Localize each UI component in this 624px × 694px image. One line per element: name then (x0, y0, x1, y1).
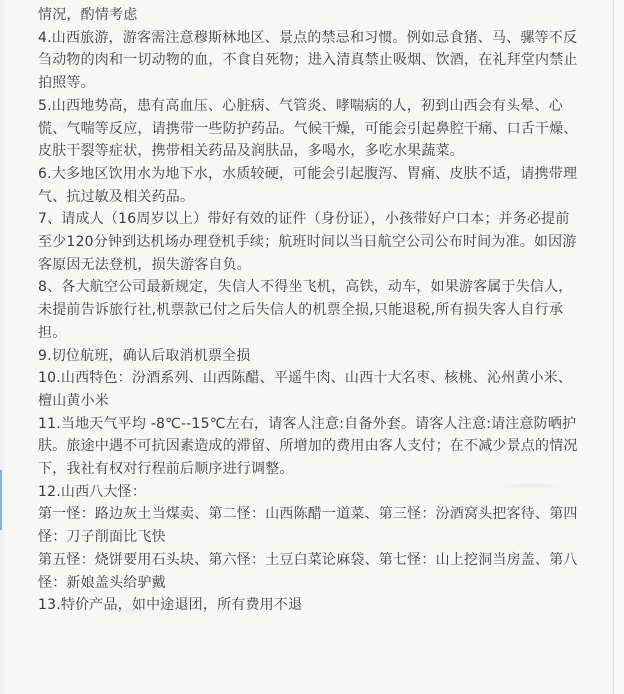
text-line: 6.大多地区饮用水为地下水，水质较硬，可能会引起腹泻、胃痛、皮肤不适，请携带理 (38, 165, 578, 182)
text-line: 13.特价产品，如中途退团，所有费用不退 (38, 597, 303, 614)
text-line: 慌、气喘等反应，请携带一些防护药品。气候干燥，可能会引起鼻腔干痛、口舌干燥、 (38, 120, 578, 137)
text-line: 皮肤干裂等症状，携带相关药品及润肤品，多喝水，多吃水果蔬菜。 (38, 143, 464, 160)
text-line: 4.山西旅游，游客需注意穆斯林地区、景点的禁忌和习惯。例如忌食猪、马、骡等不反 (38, 29, 578, 46)
left-blue-marker (0, 470, 2, 530)
text-line: 檀山黄小米 (38, 392, 109, 409)
text-line: 9.切位航班，确认后取消机票全损 (38, 347, 251, 364)
text-line: 怪：刀子削面比飞快 (38, 529, 166, 546)
right-edge-border (613, 0, 624, 694)
text-line: 5.山西地势高，患有高血压、心脏病、气管炎、哮喘病的人，初到山西会有头晕、心 (38, 97, 563, 114)
text-line: 怪：新娘盖头给驴戴 (38, 574, 166, 591)
text-line: 刍动物的肉和一切动物的血，不食自死物；进入清真禁止吸烟、饮酒，在礼拜堂内禁止 (38, 52, 578, 69)
text-line: 担。 (38, 324, 67, 341)
text-line: 10.山西特色：汾酒系列、山西陈醋、平遥牛肉、山西十大名枣、核桃、沁州黄小米、 (38, 370, 573, 387)
text-line: 第五怪：烧饼要用石头块、第六怪：土豆白菜论麻袋、第七怪：山上挖洞当房盖、第八 (38, 551, 578, 568)
text-line: 拍照等。 (38, 75, 95, 92)
text-line: 情况，酌情考虑 (38, 7, 138, 23)
text-line: 至少120分钟到达机场办理登机手续；航班时间以当日航空公司公布时间为准。如因游 (38, 234, 577, 251)
text-line: 8、各大航空公司最新规定，失信人不得坐飞机，高铁，动车，如果游客属于失信人， (38, 279, 573, 296)
text-line: 7、请成人（16周岁以上）带好有效的证件（身份证），小孩带好户口本；并务必提前 (38, 211, 570, 228)
text-line: 下，我社有权对行程前后顺序进行调整。 (38, 461, 294, 478)
text-line: 11.当地天气平均 -8℃--15℃左右，请客人注意:自备外套。请客人注意:请注意防晒护 (38, 415, 577, 432)
text-line: 气、抗过敏及相关药品。 (38, 188, 195, 205)
text-line: 未提前告诉旅行社,机票款已付之后失信人的机票全损,只能退税,所有损失客人自行承 (38, 302, 564, 319)
text-line: 第一怪：路边灰土当煤卖、第二怪：山西陈醋一道菜、第三怪：汾酒窝头把客待、第四 (38, 506, 578, 523)
text-line: 肤。旅途中遇不可抗因素造成的滞留、所增加的费用由客人支付；在不减少景点的情况 (38, 438, 578, 455)
text-line: 客原因无法登机，损失游客自负。 (38, 256, 251, 273)
travel-notes-text (38, 4, 604, 617)
text-line: 12.山西八大怪： (38, 483, 147, 500)
left-edge-shadow (0, 0, 6, 694)
